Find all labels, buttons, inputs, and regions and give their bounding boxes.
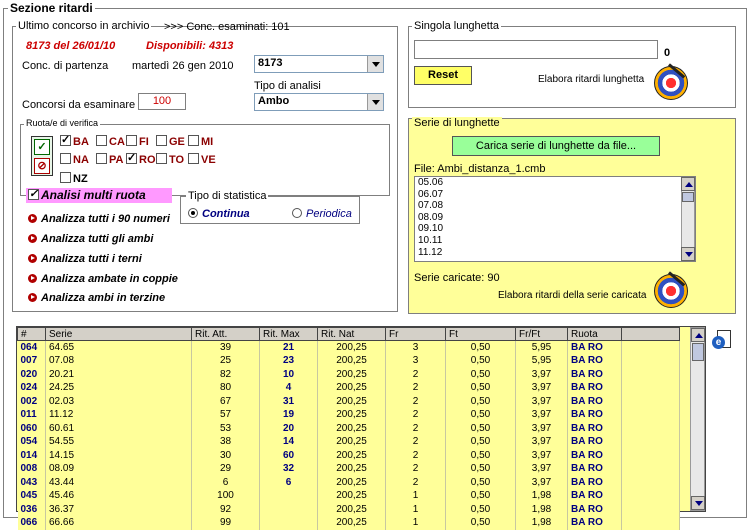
col-header-fr-ft[interactable]: Fr/Ft bbox=[516, 328, 568, 341]
cell-ft: 0,50 bbox=[446, 395, 516, 409]
cell-ruota: BA RO bbox=[568, 462, 622, 476]
cell-rit-max bbox=[260, 516, 318, 530]
cell-ruota: BA RO bbox=[568, 422, 622, 436]
table-row[interactable] bbox=[18, 503, 680, 517]
cell-empty bbox=[622, 503, 680, 517]
cell-ft: 0,50 bbox=[446, 462, 516, 476]
cell-serie: 08.09 bbox=[46, 462, 192, 476]
cell-rit-max: 60 bbox=[260, 449, 318, 463]
cell-rit-nat: 200,25 bbox=[318, 368, 386, 382]
cell-ft: 0,50 bbox=[446, 435, 516, 449]
cell-ft: 0,50 bbox=[446, 503, 516, 517]
analysis-label: Tipo di analisi bbox=[254, 80, 321, 92]
uncheck-all-icon[interactable]: ⊘ bbox=[34, 158, 50, 174]
cell-rit-att: 25 bbox=[192, 354, 260, 368]
cell-empty bbox=[622, 489, 680, 503]
elabora-lunghetta-label: Elabora ritardi lunghetta bbox=[538, 74, 645, 85]
cell-fr-ft: 3,97 bbox=[516, 381, 568, 395]
table-row[interactable] bbox=[18, 381, 680, 395]
cell-serie: 02.03 bbox=[46, 395, 192, 409]
singola-legend: Singola lunghetta bbox=[414, 20, 500, 32]
lunghetta-input[interactable] bbox=[414, 40, 658, 59]
cell-num: 043 bbox=[18, 476, 46, 490]
analyze-all-ambi[interactable]: Analizza tutti gli ambi bbox=[28, 233, 153, 245]
cell-rit-att: 38 bbox=[192, 435, 260, 449]
table-row[interactable] bbox=[18, 476, 680, 490]
cell-fr-ft: 3,97 bbox=[516, 462, 568, 476]
count-label: Concorsi da esaminare bbox=[22, 99, 136, 111]
cell-num: 064 bbox=[18, 341, 46, 355]
cell-empty bbox=[622, 462, 680, 476]
cell-fr: 1 bbox=[386, 516, 446, 530]
cell-fr: 1 bbox=[386, 489, 446, 503]
chevron-down-icon[interactable] bbox=[367, 56, 383, 72]
list-item[interactable]: 08.09 bbox=[418, 211, 444, 223]
cell-rit-nat: 200,25 bbox=[318, 489, 386, 503]
export-icon[interactable]: e bbox=[712, 330, 734, 352]
reset-button[interactable]: Reset bbox=[414, 66, 472, 85]
analysis-type-select[interactable] bbox=[254, 93, 384, 111]
table-row[interactable] bbox=[18, 422, 680, 436]
cell-fr-ft: 3,97 bbox=[516, 395, 568, 409]
cell-ft: 0,50 bbox=[446, 381, 516, 395]
cell-fr: 2 bbox=[386, 435, 446, 449]
analyze-ambate-coppie[interactable]: Analizza ambate in coppie bbox=[28, 273, 178, 285]
cell-rit-att: 39 bbox=[192, 341, 260, 355]
cell-fr-ft: 5,95 bbox=[516, 354, 568, 368]
cell-rit-att: 100 bbox=[192, 489, 260, 503]
cell-ruota: BA RO bbox=[568, 368, 622, 382]
cell-rit-nat: 200,25 bbox=[318, 476, 386, 490]
chevron-down-icon[interactable] bbox=[367, 94, 383, 110]
cell-rit-att: 92 bbox=[192, 503, 260, 517]
cell-rit-nat: 200,25 bbox=[318, 408, 386, 422]
cell-ft: 0,50 bbox=[446, 368, 516, 382]
cell-serie: 60.61 bbox=[46, 422, 192, 436]
cell-rit-max: 21 bbox=[260, 341, 318, 355]
cell-fr: 1 bbox=[386, 503, 446, 517]
cell-rit-att: 82 bbox=[192, 368, 260, 382]
col-header-rit-att[interactable]: Rit. Att. bbox=[192, 328, 260, 341]
cell-serie: 45.46 bbox=[46, 489, 192, 503]
cell-ruota: BA RO bbox=[568, 435, 622, 449]
cell-ft: 0,50 bbox=[446, 489, 516, 503]
cell-rit-nat: 200,25 bbox=[318, 449, 386, 463]
cell-num: 020 bbox=[18, 368, 46, 382]
cell-rit-att: 67 bbox=[192, 395, 260, 409]
cell-ft: 0,50 bbox=[446, 422, 516, 436]
cell-fr-ft: 3,97 bbox=[516, 368, 568, 382]
cell-num: 054 bbox=[18, 435, 46, 449]
scroll-down-icon[interactable] bbox=[681, 247, 695, 261]
cell-fr-ft: 3,97 bbox=[516, 476, 568, 490]
lunghetta-count: 0 bbox=[664, 47, 671, 59]
cell-ruota: BA RO bbox=[568, 341, 622, 355]
cell-serie: 24.25 bbox=[46, 381, 192, 395]
ruota-mi[interactable]: MI bbox=[188, 135, 213, 148]
cell-ft: 0,50 bbox=[446, 476, 516, 490]
cell-rit-att: 6 bbox=[192, 476, 260, 490]
cell-fr: 2 bbox=[386, 368, 446, 382]
cell-ruota: BA RO bbox=[568, 503, 622, 517]
cell-num: 060 bbox=[18, 422, 46, 436]
count-input[interactable]: 100 bbox=[138, 93, 186, 110]
analyze-90-numbers[interactable]: Analizza tutti i 90 numeri bbox=[28, 213, 170, 225]
cell-num: 036 bbox=[18, 503, 46, 517]
check-all-icon[interactable]: ✓ bbox=[34, 139, 50, 155]
table-scrollbar[interactable] bbox=[690, 327, 705, 511]
ruota-na[interactable]: NA bbox=[60, 153, 89, 166]
cell-ft: 0,50 bbox=[446, 449, 516, 463]
cell-fr-ft: 3,97 bbox=[516, 449, 568, 463]
scroll-thumb[interactable] bbox=[692, 343, 704, 361]
cell-num: 045 bbox=[18, 489, 46, 503]
list-scrollbar[interactable] bbox=[681, 177, 695, 261]
cell-rit-att: 99 bbox=[192, 516, 260, 530]
cell-rit-max: 32 bbox=[260, 462, 318, 476]
table-row[interactable] bbox=[18, 516, 680, 530]
play-icon bbox=[28, 274, 37, 283]
cell-empty bbox=[622, 422, 680, 436]
cell-rit-max bbox=[260, 503, 318, 517]
results-table bbox=[17, 327, 680, 530]
list-item[interactable]: 07.08 bbox=[418, 200, 444, 212]
cell-ruota: BA RO bbox=[568, 408, 622, 422]
cell-ruota: BA RO bbox=[568, 489, 622, 503]
elabora-serie-label: Elabora ritardi della serie caricata bbox=[498, 290, 647, 301]
col-header-empty bbox=[622, 328, 680, 341]
cell-rit-nat: 200,25 bbox=[318, 516, 386, 530]
cell-ruota: BA RO bbox=[568, 449, 622, 463]
play-icon bbox=[28, 254, 37, 263]
cell-empty bbox=[622, 354, 680, 368]
start-label: Conc. di partenza bbox=[22, 60, 109, 72]
start-draw-value: 8173 bbox=[258, 57, 283, 69]
col-header-ft[interactable]: Ft bbox=[446, 328, 516, 341]
cell-fr-ft: 1,98 bbox=[516, 516, 568, 530]
cell-num: 007 bbox=[18, 354, 46, 368]
cell-empty bbox=[622, 476, 680, 490]
ruota-ve[interactable]: VE bbox=[188, 153, 216, 166]
cell-ruota: BA RO bbox=[568, 354, 622, 368]
cell-fr: 2 bbox=[386, 476, 446, 490]
cell-empty bbox=[622, 449, 680, 463]
cell-serie: 07.08 bbox=[46, 354, 192, 368]
start-date: martedì 26 gen 2010 bbox=[132, 60, 234, 72]
table-header bbox=[18, 328, 680, 341]
table-row[interactable] bbox=[18, 395, 680, 409]
cell-serie: 54.55 bbox=[46, 435, 192, 449]
cell-fr: 2 bbox=[386, 408, 446, 422]
list-item[interactable]: 06.07 bbox=[418, 188, 444, 200]
cell-ft: 0,50 bbox=[446, 516, 516, 530]
cell-serie: 64.65 bbox=[46, 341, 192, 355]
load-serie-button[interactable]: Carica serie di lunghette da file... bbox=[452, 136, 660, 156]
cell-fr: 3 bbox=[386, 354, 446, 368]
cell-fr-ft: 3,97 bbox=[516, 408, 568, 422]
periodica-radio[interactable]: Periodica bbox=[292, 208, 352, 220]
cell-ruota: BA RO bbox=[568, 476, 622, 490]
ruota-ca[interactable]: CA bbox=[96, 135, 125, 148]
cell-fr-ft: 1,98 bbox=[516, 489, 568, 503]
ruota-ro[interactable]: ✓ RO bbox=[126, 153, 156, 166]
col-header-ruota[interactable]: Ruota bbox=[568, 328, 622, 341]
cell-fr-ft: 3,97 bbox=[516, 422, 568, 436]
cell-num: 011 bbox=[18, 408, 46, 422]
cell-rit-nat: 200,25 bbox=[318, 395, 386, 409]
cell-rit-max: 23 bbox=[260, 354, 318, 368]
table-row[interactable] bbox=[18, 341, 680, 355]
continua-radio[interactable]: Continua bbox=[188, 208, 250, 220]
ruota-fi[interactable]: FI bbox=[126, 135, 149, 148]
serie-legend: Serie di lunghette bbox=[414, 117, 500, 129]
cell-ft: 0,50 bbox=[446, 408, 516, 422]
stat-legend: Tipo di statistica bbox=[188, 190, 267, 202]
list-item[interactable]: 11.12 bbox=[418, 246, 443, 258]
cell-rit-att: 57 bbox=[192, 408, 260, 422]
scroll-thumb[interactable] bbox=[682, 192, 694, 202]
cell-num: 024 bbox=[18, 381, 46, 395]
target-icon[interactable] bbox=[654, 66, 688, 100]
cell-rit-max: 4 bbox=[260, 381, 318, 395]
play-icon bbox=[28, 293, 37, 302]
cell-ft: 0,50 bbox=[446, 341, 516, 355]
cell-fr: 3 bbox=[386, 341, 446, 355]
table-row[interactable] bbox=[18, 354, 680, 368]
cell-empty bbox=[622, 381, 680, 395]
col-header-rit-nat[interactable]: Rit. Nat bbox=[318, 328, 386, 341]
cell-rit-max: 20 bbox=[260, 422, 318, 436]
cell-num: 066 bbox=[18, 516, 46, 530]
cell-serie: 14.15 bbox=[46, 449, 192, 463]
cell-rit-max: 10 bbox=[260, 368, 318, 382]
cell-empty bbox=[622, 435, 680, 449]
cell-fr: 2 bbox=[386, 462, 446, 476]
cell-fr: 2 bbox=[386, 395, 446, 409]
cell-rit-max: 14 bbox=[260, 435, 318, 449]
table-row[interactable] bbox=[18, 449, 680, 463]
table-row[interactable] bbox=[18, 408, 680, 422]
col-header-serie[interactable]: Serie bbox=[46, 328, 192, 341]
scroll-down-icon[interactable] bbox=[691, 496, 705, 510]
cell-rit-nat: 200,25 bbox=[318, 422, 386, 436]
cell-rit-max: 6 bbox=[260, 476, 318, 490]
cell-rit-att: 30 bbox=[192, 449, 260, 463]
cell-fr-ft: 1,98 bbox=[516, 503, 568, 517]
cell-ruota: BA RO bbox=[568, 395, 622, 409]
cell-num: 002 bbox=[18, 395, 46, 409]
archive-legend: Ultimo concorso in archivio bbox=[18, 20, 150, 32]
cell-serie: 66.66 bbox=[46, 516, 192, 530]
cell-fr-ft: 3,97 bbox=[516, 435, 568, 449]
serie-loaded: Serie caricate: 90 bbox=[414, 272, 500, 284]
cell-rit-max: 31 bbox=[260, 395, 318, 409]
analyze-all-terni[interactable]: Analizza tutti i terni bbox=[28, 253, 142, 265]
cell-num: 014 bbox=[18, 449, 46, 463]
cell-rit-max bbox=[260, 489, 318, 503]
cell-serie: 20.21 bbox=[46, 368, 192, 382]
multi-ruota-checkbox[interactable]: ✓Analisi multi ruota bbox=[26, 188, 172, 203]
cell-empty bbox=[622, 395, 680, 409]
cell-rit-nat: 200,25 bbox=[318, 354, 386, 368]
ruota-nz[interactable]: NZ bbox=[60, 172, 88, 185]
examined-count: >>> Conc. esaminati: 101 bbox=[164, 21, 290, 33]
cell-rit-nat: 200,25 bbox=[318, 341, 386, 355]
table-row[interactable] bbox=[18, 368, 680, 382]
scroll-up-icon[interactable] bbox=[681, 177, 695, 191]
ruota-ge[interactable]: GE bbox=[156, 135, 185, 148]
play-icon bbox=[28, 234, 37, 243]
cell-rit-nat: 200,25 bbox=[318, 503, 386, 517]
section-title: Sezione ritardi bbox=[10, 1, 93, 15]
start-draw-select[interactable] bbox=[254, 55, 384, 73]
last-draw: 8173 del 26/01/10 bbox=[26, 40, 116, 52]
ruote-legend: Ruota/e di verifica bbox=[26, 118, 99, 128]
available-count: Disponibili: 4313 bbox=[146, 40, 234, 52]
cell-rit-att: 80 bbox=[192, 381, 260, 395]
analyze-ambi-terzine[interactable]: Analizza ambi in terzine bbox=[28, 292, 165, 304]
cell-ft: 0,50 bbox=[446, 354, 516, 368]
cell-fr: 2 bbox=[386, 422, 446, 436]
col-header-rit-max[interactable]: Rit. Max bbox=[260, 328, 318, 341]
select-all-icon[interactable] bbox=[31, 136, 53, 176]
table-row[interactable] bbox=[18, 462, 680, 476]
cell-rit-att: 53 bbox=[192, 422, 260, 436]
cell-num: 008 bbox=[18, 462, 46, 476]
col-header-fr[interactable]: Fr bbox=[386, 328, 446, 341]
col-header-num[interactable]: # bbox=[18, 328, 46, 341]
ruota-pa[interactable]: PA bbox=[96, 153, 123, 166]
cell-rit-nat: 200,25 bbox=[318, 462, 386, 476]
cell-serie: 36.37 bbox=[46, 503, 192, 517]
list-item[interactable]: 09.10 bbox=[418, 223, 444, 235]
cell-empty bbox=[622, 516, 680, 530]
cell-fr: 2 bbox=[386, 449, 446, 463]
serie-list[interactable] bbox=[414, 176, 696, 262]
cell-serie: 43.44 bbox=[46, 476, 192, 490]
cell-ruota: BA RO bbox=[568, 516, 622, 530]
cell-rit-att: 29 bbox=[192, 462, 260, 476]
cell-rit-nat: 200,25 bbox=[318, 435, 386, 449]
ruota-to[interactable]: TO bbox=[156, 153, 184, 166]
table-row[interactable] bbox=[18, 489, 680, 503]
serie-file: File: Ambi_distanza_1.cmb bbox=[414, 163, 546, 175]
cell-ruota: BA RO bbox=[568, 381, 622, 395]
cell-empty bbox=[622, 408, 680, 422]
target-icon[interactable] bbox=[654, 274, 688, 308]
scroll-up-icon[interactable] bbox=[691, 328, 705, 342]
cell-rit-max: 19 bbox=[260, 408, 318, 422]
cell-serie: 11.12 bbox=[46, 408, 192, 422]
table-row[interactable] bbox=[18, 435, 680, 449]
analysis-type-value: Ambo bbox=[258, 95, 290, 107]
play-icon bbox=[28, 214, 37, 223]
ruota-ba[interactable]: ✓BA bbox=[60, 135, 89, 148]
cell-empty bbox=[622, 341, 680, 355]
cell-fr: 2 bbox=[386, 381, 446, 395]
list-item[interactable]: 05.06 bbox=[418, 177, 444, 188]
cell-rit-nat: 200,25 bbox=[318, 381, 386, 395]
list-item[interactable]: 10.11 bbox=[418, 234, 443, 246]
cell-fr-ft: 5,95 bbox=[516, 341, 568, 355]
cell-empty bbox=[622, 368, 680, 382]
